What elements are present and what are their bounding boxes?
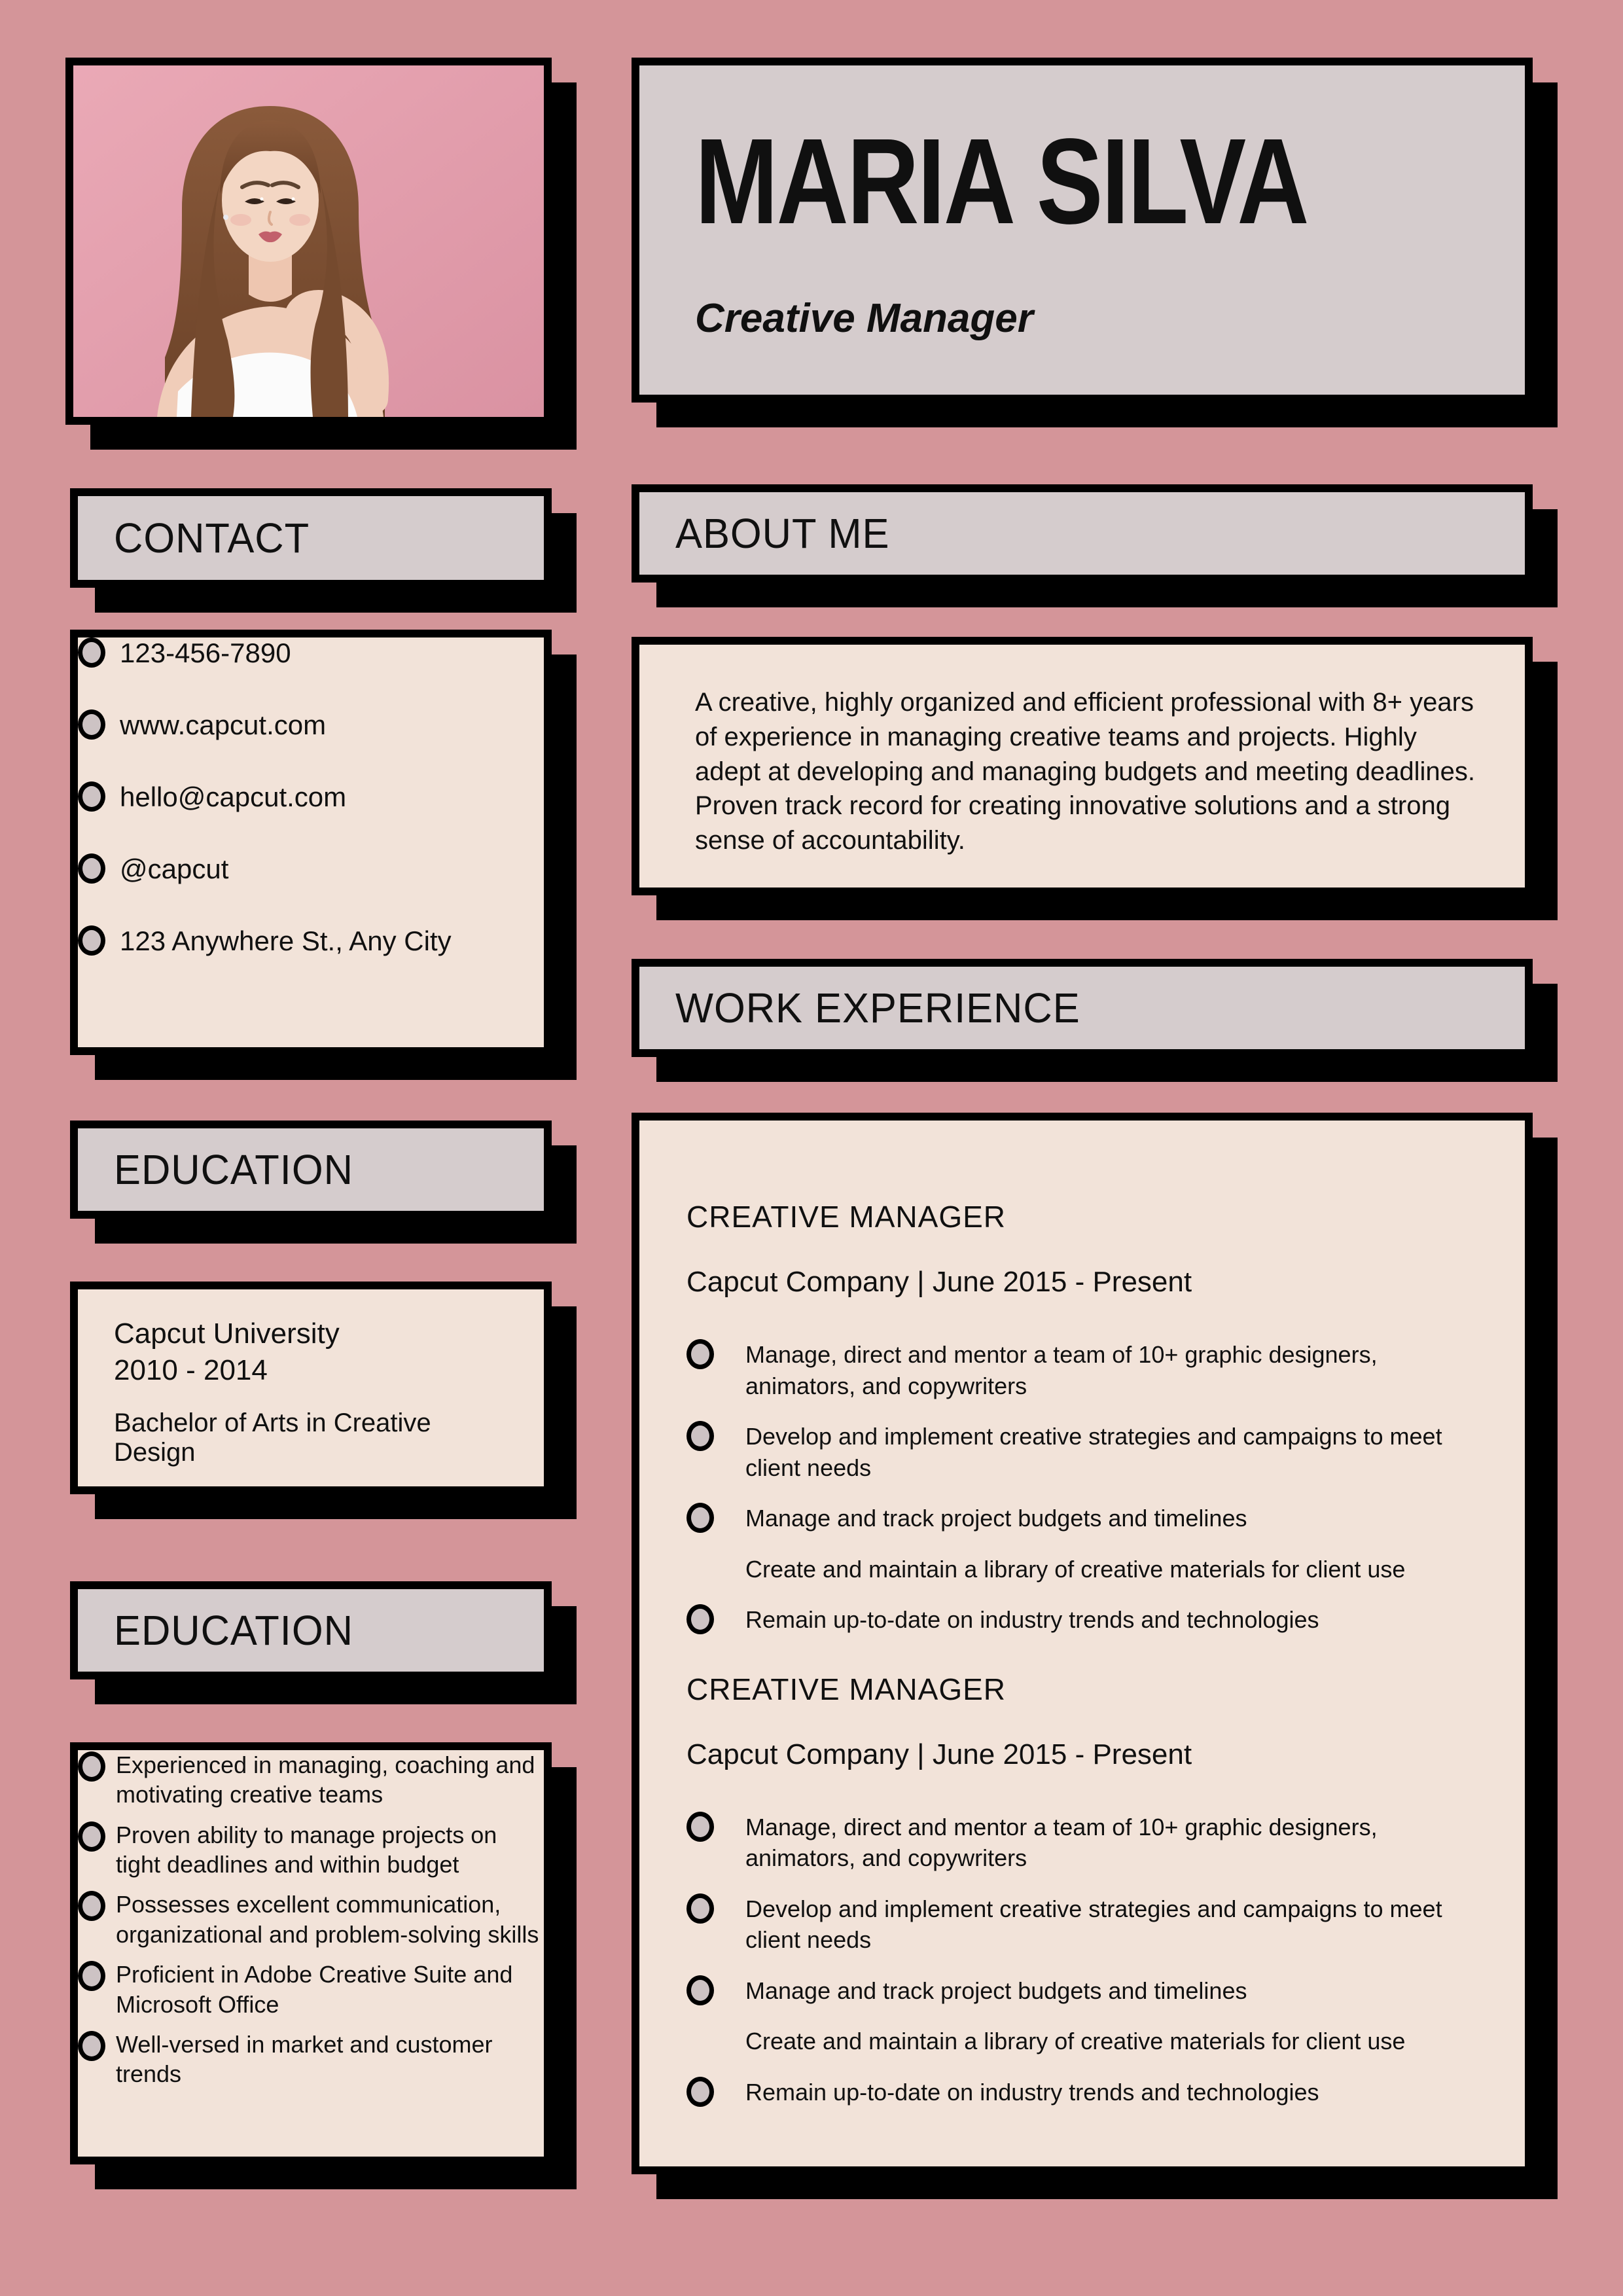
- person-name: MARIA SILVA: [695, 114, 1308, 249]
- bullet-circle-icon: [687, 1893, 714, 1924]
- skill-item: [78, 1960, 544, 2019]
- contact-heading: CONTACT: [114, 514, 310, 562]
- portrait-illustration: [73, 65, 544, 417]
- contact-item-email: [78, 781, 544, 813]
- job-duty-text: Manage and track project budgets and timelines: [745, 1505, 1247, 1532]
- skills-section-header: [70, 1581, 552, 1679]
- education-section-header: [70, 1121, 552, 1219]
- person-job-title: Creative Manager: [695, 296, 1033, 341]
- job-duty: [687, 1503, 1486, 1534]
- bullet-circle-icon: [78, 781, 105, 812]
- job-company-dates: Capcut Company | June 2015 - Present: [687, 1266, 1192, 1298]
- bullet-circle-icon: [78, 1961, 105, 1991]
- contact-section-header: [70, 488, 552, 588]
- skill-item: [78, 1890, 544, 1949]
- skill-item: [78, 1750, 544, 1810]
- bullet-circle-icon: [687, 1604, 714, 1634]
- phone-number: 123-456-7890: [120, 637, 291, 668]
- street-address: 123 Anywhere St., Any City: [120, 925, 452, 956]
- contact-item-website: [78, 709, 544, 741]
- bullet-circle-icon: [687, 1812, 714, 1842]
- bullet-circle-icon: [78, 709, 105, 740]
- social-handle: @capcut: [120, 853, 229, 884]
- job-duty-text: Develop and implement creative strategies and campaigns to meet client needs: [745, 1423, 1442, 1481]
- bullet-circle-icon: [687, 1421, 714, 1451]
- school-years: 2010 - 2014: [114, 1354, 268, 1386]
- job-title: CREATIVE MANAGER: [687, 1200, 1006, 1234]
- skill-text: Proficient in Adobe Creative Suite and Microsoft Office: [116, 1961, 513, 2018]
- school-name: Capcut University: [114, 1318, 340, 1350]
- job-duty-text: Manage, direct and mentor a team of 10+ graphic designers, animators, and copywriters: [745, 1341, 1378, 1399]
- work-heading: WORK EXPERIENCE: [675, 984, 1080, 1031]
- bullet-circle-icon: [687, 1975, 714, 2005]
- about-heading: ABOUT ME: [675, 510, 890, 557]
- skill-text: Experienced in managing, coaching and motivating creative teams: [116, 1751, 535, 1808]
- about-panel: [632, 637, 1533, 895]
- job-duty-text: Remain up-to-date on industry trends and technologies: [745, 2078, 1319, 2106]
- job-duty: [687, 1339, 1486, 1401]
- email-address: hello@capcut.com: [120, 781, 347, 812]
- contact-panel: [70, 630, 552, 1055]
- bullet-circle-icon: [78, 637, 105, 668]
- name-plate: [632, 58, 1533, 403]
- education-school-years: [114, 1316, 511, 1389]
- skill-text: Possesses excellent communication, organizational and problem-solving skills: [116, 1891, 539, 1948]
- skills-panel: [70, 1742, 552, 2164]
- degree-name: Bachelor of Arts in Creative Design: [114, 1408, 431, 1467]
- job-company-dates: Capcut Company | June 2015 - Present: [687, 1738, 1192, 1770]
- bullet-circle-icon: [687, 1503, 714, 1533]
- job-title: CREATIVE MANAGER: [687, 1672, 1006, 1706]
- contact-item-phone: [78, 637, 544, 669]
- skill-text: Proven ability to manage projects on tight deadlines and within budget: [116, 1821, 497, 1878]
- contact-item-social: [78, 853, 544, 885]
- skills-heading: EDUCATION: [114, 1607, 353, 1654]
- bullet-circle-icon: [687, 1339, 714, 1369]
- about-section-header: [632, 484, 1533, 583]
- about-text: A creative, highly organized and efficient professional with 8+ years of experience in managing creative teams and projects. Highly adept at developing and managing budgets and meeting deadlines. Proven track record for creating innovative solutions and a strong sense of accountability.: [695, 688, 1476, 855]
- bullet-circle-icon: [78, 925, 105, 956]
- job-duty-text: Manage and track project budgets and timelines: [745, 1977, 1247, 2004]
- job-duty: [687, 2026, 1486, 2057]
- bullet-circle-icon: [78, 1891, 105, 1921]
- skill-text: Well-versed in market and customer trends: [116, 2030, 493, 2088]
- work-entry: [687, 1672, 1486, 2108]
- bullet-circle-icon: [78, 2031, 105, 2061]
- job-duty: [687, 1893, 1486, 1956]
- bullet-circle-icon: [687, 2077, 714, 2107]
- job-duty-text: Create and maintain a library of creative materials for client use: [745, 2028, 1406, 2055]
- bullet-circle-icon: [78, 1751, 105, 1782]
- job-duty-text: Create and maintain a library of creative materials for client use: [745, 1555, 1406, 1583]
- job-duty-text: Develop and implement creative strategies and campaigns to meet client needs: [745, 1895, 1442, 1954]
- bullet-circle-icon: [78, 853, 105, 884]
- job-duty-text: Manage, direct and mentor a team of 10+ graphic designers, animators, and copywriters: [745, 1813, 1378, 1872]
- education-panel: [70, 1282, 552, 1494]
- job-duty: [687, 2077, 1486, 2108]
- job-duty: [687, 1975, 1486, 2007]
- website-url: www.capcut.com: [120, 709, 327, 740]
- job-duty: [687, 1554, 1486, 1585]
- profile-photo: [65, 58, 552, 425]
- job-duty: [687, 1421, 1486, 1483]
- job-duty-text: Remain up-to-date on industry trends and technologies: [745, 1606, 1319, 1634]
- job-duty: [687, 1812, 1486, 1874]
- work-section-header: [632, 959, 1533, 1057]
- work-panel: [632, 1113, 1533, 2174]
- work-entry: [687, 1199, 1486, 1636]
- skill-item: [78, 2030, 544, 2089]
- skill-item: [78, 1820, 544, 1880]
- education-heading: EDUCATION: [114, 1146, 353, 1193]
- contact-item-address: [78, 925, 544, 957]
- bullet-circle-icon: [78, 1821, 105, 1852]
- job-duty: [687, 1604, 1486, 1636]
